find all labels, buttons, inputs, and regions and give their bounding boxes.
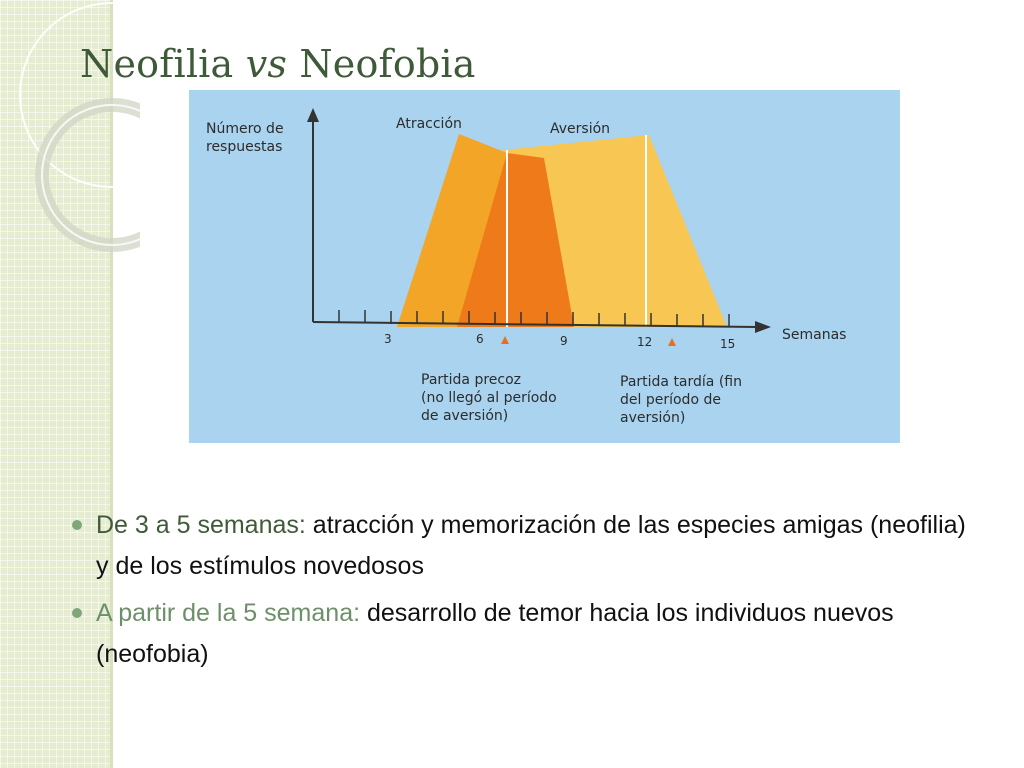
aversion-label: Aversión bbox=[550, 121, 611, 137]
tick-label-12: 12 bbox=[637, 335, 653, 349]
decorative-circles bbox=[0, 0, 140, 260]
attraction-label: Atracción bbox=[396, 116, 462, 132]
tick-label-6: 6 bbox=[476, 332, 484, 346]
bullet-list bbox=[72, 505, 972, 681]
x-axis-label: Semanas bbox=[782, 327, 847, 343]
slide-title: Neofilia vs Neofobia bbox=[80, 42, 476, 86]
neophilia-neophobia-diagram bbox=[189, 90, 900, 443]
bullet-text: atracción y memorización de las especies amigas (neofilia) y de los estímulos novedosos bbox=[96, 511, 966, 580]
bullet-item-neophobia bbox=[72, 593, 972, 675]
early-departure-marker bbox=[501, 336, 509, 344]
bullet-item-neophilia bbox=[72, 505, 972, 587]
bullet-dot bbox=[72, 608, 82, 618]
late-departure-label: Partida tardía (fin del período de aversión) bbox=[620, 374, 742, 426]
tick-label-15: 15 bbox=[720, 337, 736, 351]
tick-label-3: 3 bbox=[384, 332, 392, 346]
early-departure-label: Partida precoz (no llegó al período de aversión) bbox=[421, 372, 557, 424]
bullet-lead: De 3 a 5 semanas: bbox=[96, 511, 306, 539]
y-axis-arrow bbox=[307, 108, 319, 122]
tick-label-9: 9 bbox=[560, 334, 568, 348]
bullet-lead: A partir de la 5 semana: bbox=[96, 599, 361, 627]
bullet-text: desarrollo de temor hacia los individuos nuevos (neofobia) bbox=[96, 599, 894, 668]
late-departure-marker bbox=[668, 338, 676, 346]
bullet-dot bbox=[72, 520, 82, 530]
y-axis-label: Número de respuestas bbox=[206, 121, 284, 155]
x-axis-arrow bbox=[755, 321, 771, 333]
